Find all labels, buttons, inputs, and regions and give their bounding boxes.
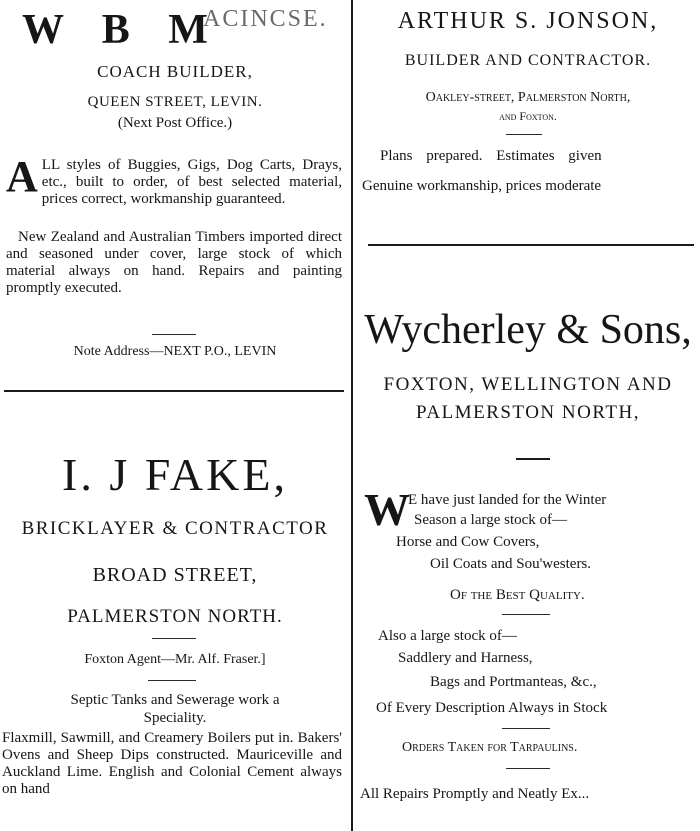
wycherley-short-rule-2	[502, 614, 550, 615]
wycherley-towns-2: PALMERSTON NORTH,	[416, 402, 640, 423]
wbm-title: W B M	[22, 7, 222, 53]
jonson-short-rule	[506, 134, 542, 135]
wbm-address-note: (Next Post Office.)	[117, 115, 233, 131]
wycherley-towns-1: FOXTON, WELLINGTON AND	[383, 374, 673, 395]
wbm-body-2: New Zealand and Australian Timbers imported direct and seasoned under cover, large stock of which material always on hand. Repairs and painting promptly executed.	[6, 229, 342, 296]
jonson-address-1: Oakley-street, Palmerston North,	[425, 90, 631, 105]
wycherley-item-1: Horse and Cow Covers,	[396, 534, 540, 550]
fake-specialty-2: Speciality.	[143, 710, 207, 726]
wycherley-orders: Orders Taken for Tarpaulins.	[402, 740, 578, 755]
right-ad-separator	[368, 244, 694, 246]
jonson-line-2: Genuine workmanship, prices moderate	[362, 178, 602, 194]
wbm-body-1	[6, 152, 342, 208]
fake-short-rule-1	[152, 638, 196, 639]
fake-name: I. J FAKE,	[62, 449, 288, 500]
wbm-title-faint: ACINCSE.	[203, 6, 328, 32]
fake-trade: BRICKLAYER & CONTRACTOR	[21, 518, 329, 539]
fake-agent: Foxton Agent—Mr. Alf. Fraser.]	[84, 652, 266, 667]
jonson-line-1: Plans prepared. Estimates given	[380, 148, 602, 164]
fake-street: BROAD STREET,	[92, 564, 258, 586]
wbm-address: QUEEN STREET, LEVIN.	[87, 94, 263, 110]
wycherley-intro-1: E have just landed for the Winter	[408, 492, 607, 508]
wycherley-item-2: Oil Coats and Sou'westers.	[430, 556, 592, 572]
wbm-dropcap: A	[6, 152, 38, 201]
right-column	[356, 0, 700, 831]
wycherley-intro-2: Season a large stock of—	[414, 512, 568, 528]
fake-body: Flaxmill, Sawmill, and Creamery Boilers put in. Bakers' Ovens and Sheep Dips constructed. Mauriceville and Auckland Lime. English and Colonial Cement always on hand	[2, 730, 342, 797]
fake-specialty-1: Septic Tanks and Sewerage work a	[70, 692, 280, 708]
fake-town: PALMERSTON NORTH.	[67, 606, 283, 627]
wycherley-name: Wycherley & Sons,	[364, 307, 692, 353]
wycherley-dropcap: W	[364, 484, 410, 535]
wycherley-short-rule-4	[506, 768, 550, 769]
wycherley-also: Also a large stock of—	[378, 628, 517, 644]
jonson-trade: BUILDER AND CONTRACTOR.	[404, 52, 652, 69]
left-ad-separator	[4, 390, 344, 392]
wycherley-every: Of Every Description Always in Stock	[376, 700, 608, 716]
fake-short-rule-2	[148, 680, 196, 681]
jonson-name: ARTHUR S. JONSON,	[397, 8, 659, 34]
wbm-note: Note Address—NEXT P.O., LEVIN	[73, 344, 277, 359]
wycherley-short-rule	[516, 458, 550, 460]
wycherley-item-4: Bags and Portmanteas, &c.,	[430, 674, 597, 690]
wycherley-item-3: Saddlery and Harness,	[398, 650, 533, 666]
wycherley-short-rule-3	[502, 728, 550, 729]
wycherley-quality: Of the Best Quality.	[450, 587, 585, 603]
jonson-address-2: and Foxton.	[499, 109, 557, 123]
wbm-trade: COACH BUILDER,	[97, 62, 253, 81]
column-divider	[351, 0, 353, 831]
wbm-body-1-text: LL styles of Buggies, Gigs, Dog Carts, Drays, etc., built to order, of best selected material, prices correct, workmanship guaranteed.	[41, 157, 342, 207]
wycherley-repairs: All Repairs Promptly and Neatly Ex...	[360, 786, 590, 802]
wbm-short-rule	[152, 334, 196, 335]
